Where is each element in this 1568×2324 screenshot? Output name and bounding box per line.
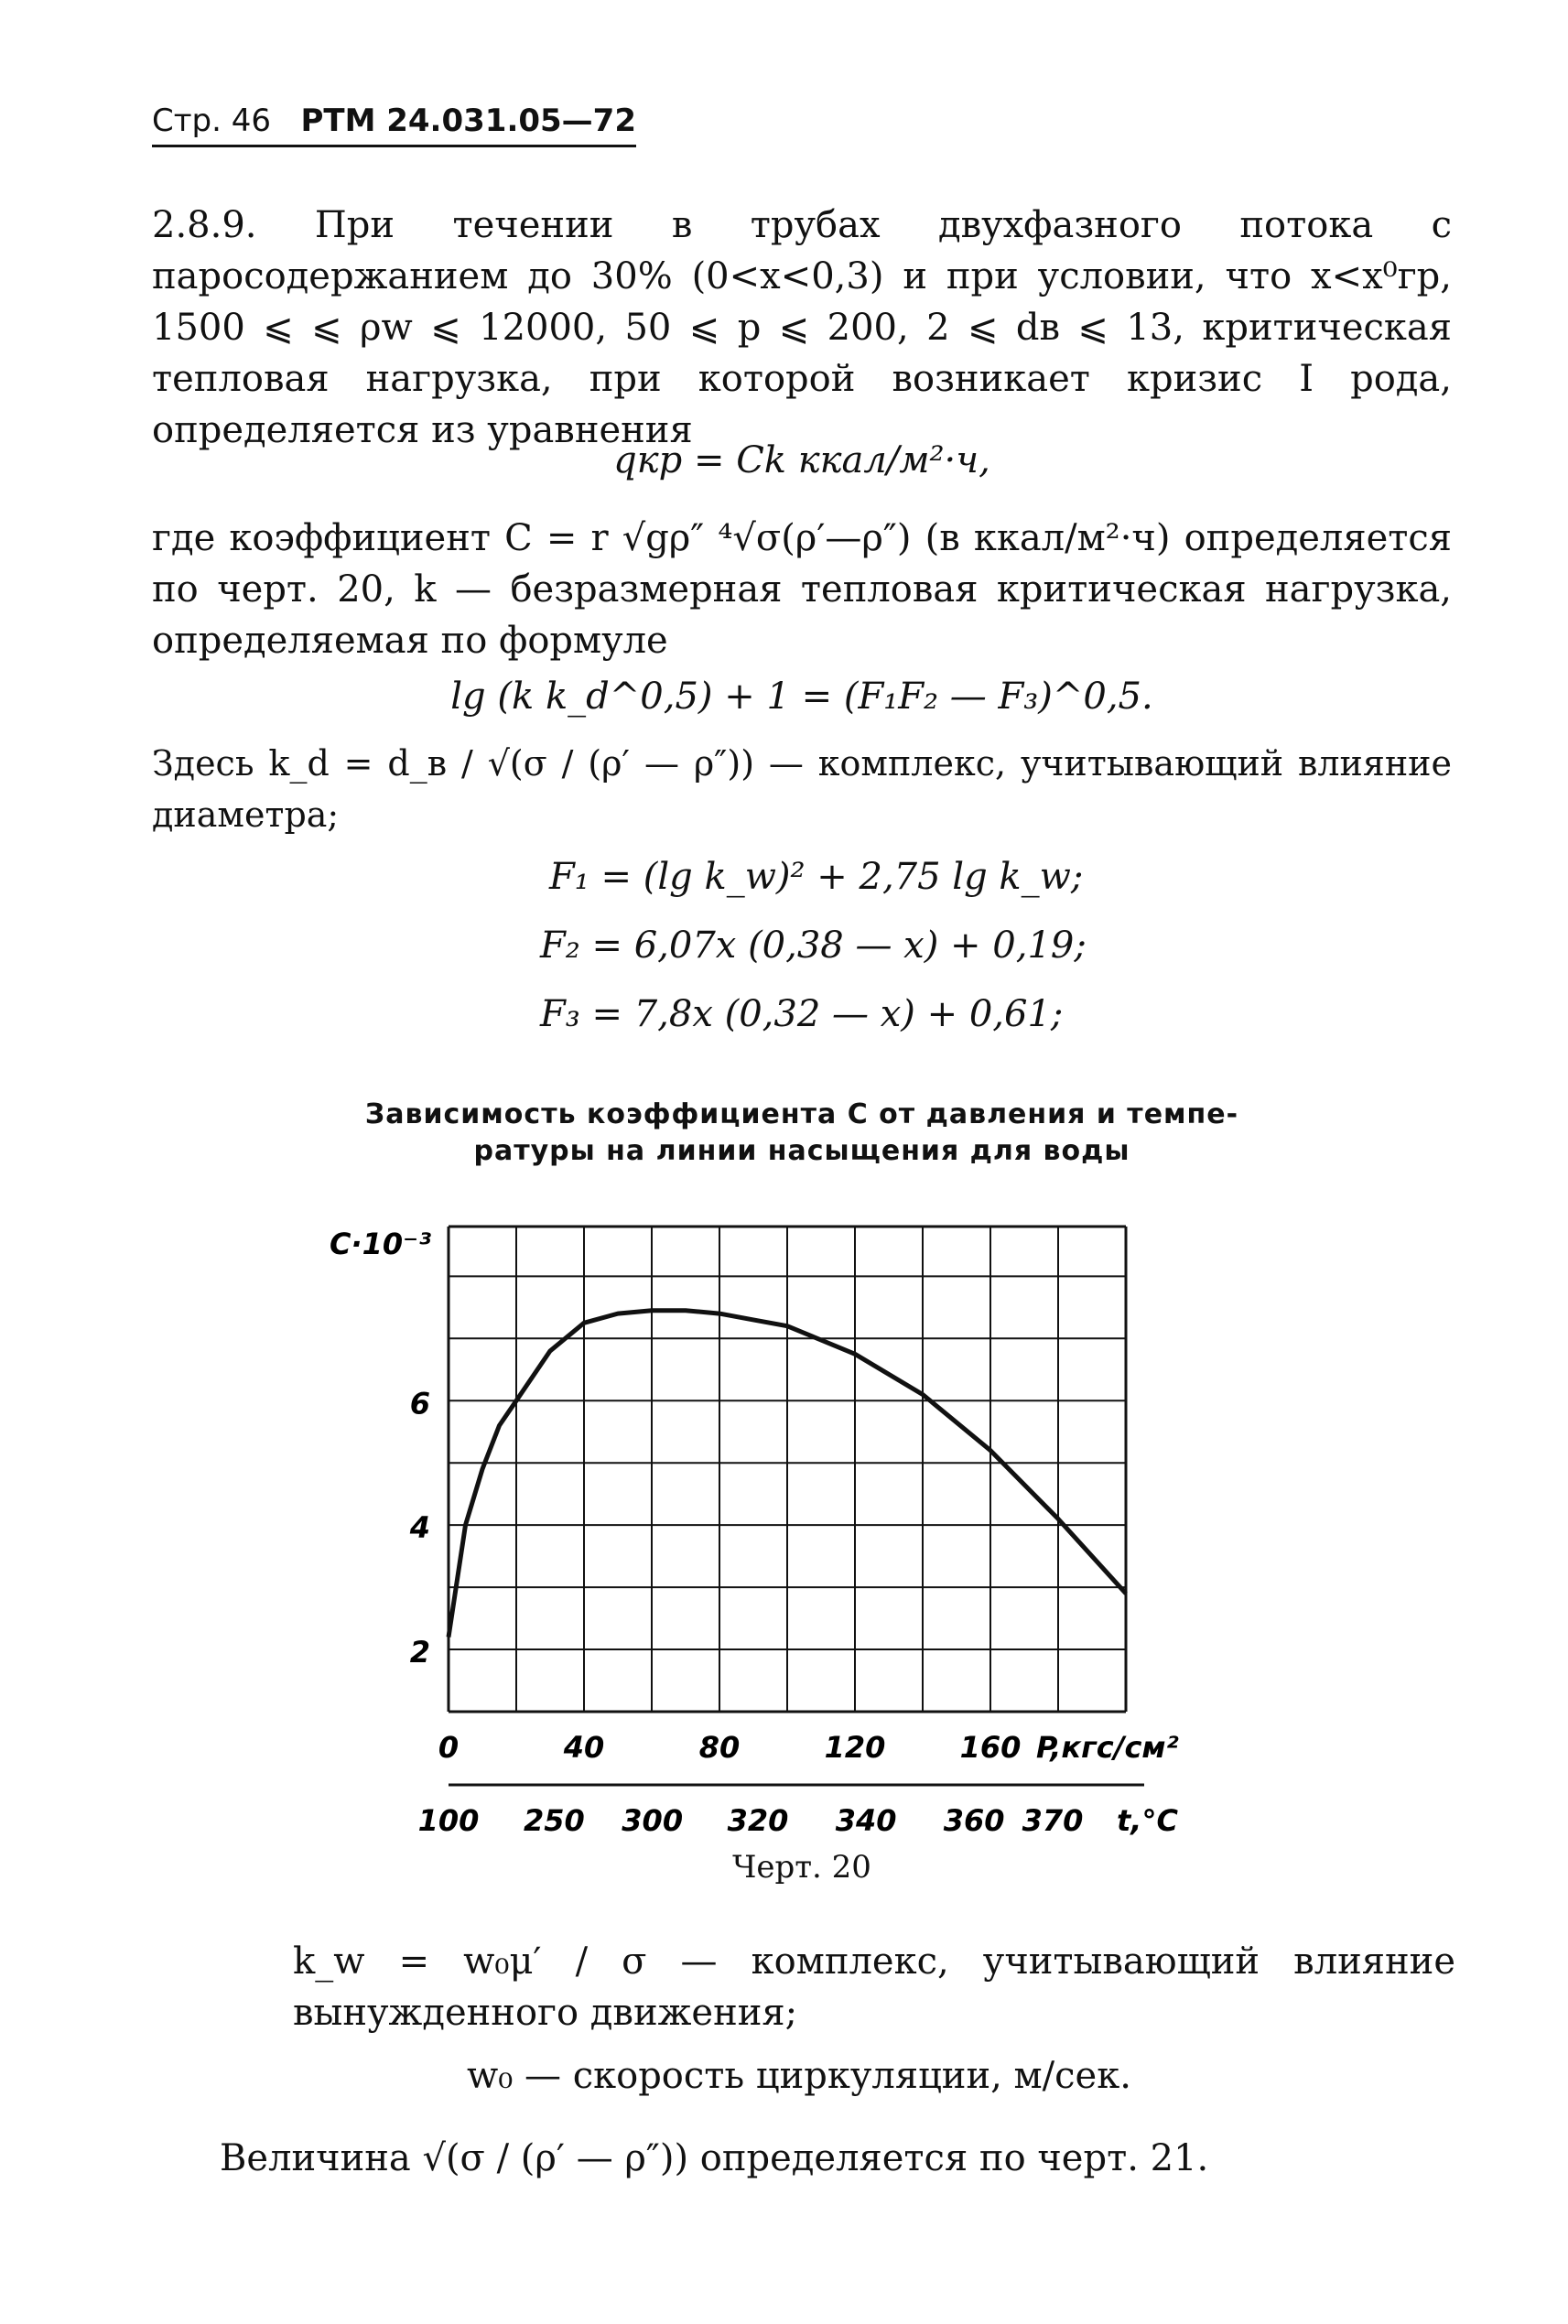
- t-tick-label: 250: [523, 1803, 585, 1838]
- t-tick-label: 300: [622, 1803, 684, 1838]
- t-tick-label: 370: [1022, 1803, 1084, 1838]
- x-tick-label: 40: [563, 1730, 605, 1765]
- chart-figure: [320, 1190, 1281, 1838]
- formula-lg: lg (k k_d^0,5) + 1 = (F₁F₂ — F₃)^0,5.: [450, 676, 1153, 718]
- w0-definition: w₀ — скорость циркуляции, м/сек.: [467, 2055, 1131, 2097]
- y-tick-label: 6: [409, 1386, 430, 1421]
- formula-f2: F₂ = 6,07x (0,38 — x) + 0,19;: [540, 924, 1087, 967]
- page-header: [152, 103, 636, 147]
- formula-f3: F₃ = 7,8x (0,32 — x) + 0,61;: [540, 993, 1064, 1035]
- t-tick-label: 320: [727, 1803, 789, 1838]
- chart-title-line1: Зависимость коэффициента C от давления и темпе-: [364, 1098, 1239, 1130]
- t-tick-label: 100: [417, 1803, 480, 1838]
- chart-title-line2: ратуры на линии насыщения для воды: [473, 1135, 1130, 1167]
- x-tick-label: 0: [438, 1730, 460, 1765]
- t-axis-label: t,°C: [1117, 1803, 1178, 1838]
- x-axis-label: P,кгс/см²: [1036, 1730, 1179, 1765]
- x-tick-label: 80: [698, 1730, 741, 1765]
- kd-definition: Здесь k_d = d_в / √(σ / (ρ′ — ρ″)) — комплекс, учитывающий влияние диаметра;: [152, 743, 1452, 835]
- document-code: РТМ 24.031.05—72: [300, 103, 636, 139]
- last-line: Величина √(σ / (ρ′ — ρ″)) определяется по черт. 21.: [220, 2137, 1209, 2179]
- paragraph-2-8-9: 2.8.9. При течении в трубах двухфазного потока с паросодержанием до 30% (0<x<0,3) и при условии, что x<x⁰гр, 1500 ⩽ ⩽ ρw ⩽ 12000, 50 ⩽ p ⩽ 200, 2 ⩽ dв ⩽ 13, критическая тепловая нагрузка, при которой возникает кризис I рода, определяется из уравнения: [152, 204, 1452, 451]
- t-tick-label: 360: [943, 1803, 1005, 1838]
- kw-definition: k_w = w₀μ′ / σ — комплекс, учитывающий влияние вынужденного движения;: [293, 1940, 1455, 2034]
- chart-grid: [449, 1227, 1126, 1712]
- y-tick-label: 4: [409, 1510, 430, 1546]
- formula-f1: F₁ = (lg k_w)² + 2,75 lg k_w;: [549, 856, 1084, 898]
- y-axis-label: C·10⁻³: [330, 1227, 432, 1261]
- page-number: Стр. 46: [152, 103, 272, 139]
- formula-q: qкр = Ck ккал/м²·ч,: [613, 439, 990, 481]
- t-tick-label: 340: [835, 1803, 897, 1838]
- paragraph-coefficient: где коэффициент C = r √gρ″ ⁴√σ(ρ′—ρ″) (в ккал/м²·ч) определяется по черт. 20, k — безразмерная тепловая критическая нагрузка, определяемая по формуле: [152, 517, 1452, 662]
- chart-title: [152, 1097, 1452, 1170]
- x-tick-label: 120: [824, 1730, 886, 1765]
- chart-caption: Черт. 20: [732, 1849, 871, 1886]
- x-tick-label: 160: [959, 1730, 1022, 1765]
- y-tick-label: 2: [409, 1635, 430, 1670]
